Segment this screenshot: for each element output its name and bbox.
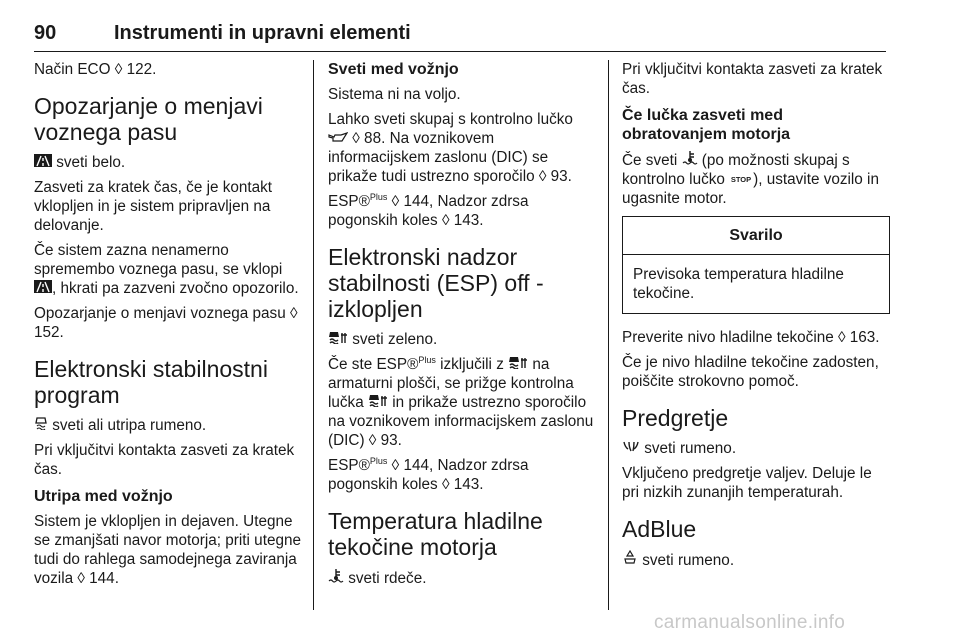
lane-departure-icon (34, 280, 52, 293)
page-header (34, 22, 886, 45)
esp-text-1: Pri vključitvi kontakta zasveti za kratek čas. (34, 442, 295, 478)
lit-text-1: Sistema ni na voljo. (328, 86, 461, 103)
page-title: Instrumenti in upravni elementi (114, 22, 411, 44)
column-2 (328, 60, 596, 594)
lane-text-3: Opozarjanje o menjavi voznega pasu ◊ 152. (34, 305, 298, 341)
esp-off-text-1: Če ste ESP®$^{Plus}$ izključili z na armaturni plošči, se prižge kontrolna lučka in prikaže ustrezno sporočilo na voznikovem informacijskem zaslonu (DIC) ◊ 93. (328, 354, 594, 449)
esp-off-icon (508, 356, 528, 369)
col3-intro: Pri vključitvi kontakta zasveti za kratek čas. (622, 61, 883, 97)
svg-text:STOP: STOP (730, 175, 752, 184)
stop-icon (729, 174, 753, 184)
heading-lit-engine-running: Če lučka zasveti med obratovanjem motorja (622, 107, 791, 143)
lit-text-3: ESP®$^{Plus}$ ◊ 144, Nadzor zdrsa pogonskih koles ◊ 143. (328, 191, 529, 229)
heading-lit-driving: Sveti med vožnjo (328, 61, 459, 78)
esp-car-skid-icon (34, 416, 48, 430)
lane-text-1: Zasveti za kratek čas, če je kontakt vklopljen in je sistem pripravljen na delovanje. (34, 179, 273, 234)
running-text: Če sveti (po možnosti skupaj s kontrolno lučko STOP ), ustavite vozilo in ugasnite motor. (622, 152, 879, 207)
heading-esp-off: Elektronski nadzor stabilnosti (ESP) off - izklopljen (328, 244, 544, 322)
preheat-icon-line: sveti rumeno. (622, 439, 890, 458)
coolant-temperature-icon (682, 150, 698, 165)
glow-plug-icon (622, 440, 640, 453)
oil-can-icon (328, 131, 348, 143)
esp-off-icon (368, 394, 388, 407)
adblue-icon-line: sveti rumeno. (622, 550, 890, 570)
esp-off-icon-line: sveti zeleno. (328, 330, 596, 349)
esp-off-text-2: ESP®$^{Plus}$ ◊ 144, Nadzor zdrsa pogonskih koles ◊ 143. (328, 455, 529, 493)
lane-text-2: Če sistem zazna nenamerno spremembo voznega pasu, se vklopi , hkrati pa zazveni zvočno opozorilo. (34, 242, 299, 297)
heading-esp: Elektronski stabilnostni program (34, 356, 268, 408)
column-divider (313, 60, 314, 610)
esp-icon-line: sveti ali utripa rumeno. (34, 416, 302, 435)
lane-icon-line: sveti belo. (34, 153, 302, 172)
page-number: 90 (34, 22, 57, 44)
heading-adblue: AdBlue (622, 516, 697, 542)
eco-mode-ref: Način ECO ◊ 122. (34, 61, 157, 78)
esp-off-icon (328, 331, 348, 344)
heading-lane-departure: Opozarjanje o menjavi voznega pasu (34, 93, 263, 145)
warning-body: Previsoka temperatura hladilne tekočine. (633, 266, 844, 302)
warning-box (622, 216, 890, 314)
column-3 (622, 60, 890, 576)
coolant-icon-line: sveti rdeče. (328, 568, 596, 588)
heading-blinking: Utripa med vožnjo (34, 488, 173, 505)
watermark: carmanualsonline.info (654, 612, 846, 633)
check-text-1: Preverite nivo hladilne tekočine ◊ 163. (622, 329, 880, 346)
coolant-temperature-icon (328, 568, 344, 583)
header-rule (34, 51, 886, 52)
column-1 (34, 60, 302, 594)
lane-departure-icon (34, 154, 52, 167)
lit-text-2: Lahko sveti skupaj s kontrolno lučko ◊ 88. Na voznikovem informacijskem zaslonu (DIC) se prikaže tudi ustrezno sporočilo ◊ 93. (328, 111, 573, 185)
heading-coolant: Temperatura hladilne tekočine motorja (328, 508, 543, 560)
warning-title: Svarilo (623, 217, 889, 255)
blink-text: Sistem je vklopljen in dejaven. Utegne se zmanjšati navor motorja; priti utegne tudi do rahlega samodejnega zaviranja vozila ◊ 144. (34, 513, 301, 587)
column-divider (608, 60, 609, 610)
adblue-icon (622, 550, 638, 565)
heading-preheat: Predgretje (622, 405, 729, 431)
preheat-text-1: Vključeno predgretje valjev. Deluje le pri nizkih zunanjih temperaturah. (622, 465, 872, 501)
check-text-2: Če je nivo hladilne tekočine zadosten, poiščite strokovno pomoč. (622, 354, 879, 390)
